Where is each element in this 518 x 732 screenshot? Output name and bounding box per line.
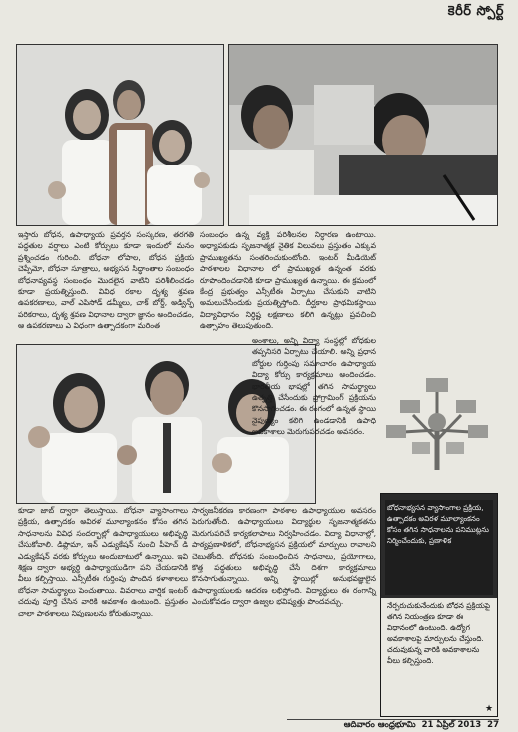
end-star-icon: ★ xyxy=(485,704,494,714)
photo-students-group xyxy=(16,44,224,226)
tree-books-icon xyxy=(378,370,496,475)
article-column-2: సంబంధం ఉన్న వ్యక్తి పరిశీలనల నిర్ధారణ ఉంటాయి. అధ్యాపకుడు సృజనాత్మక నైతిక విలువలు ప్రస్తుతం ఎక్కువ ప్రాముఖ్యతను సంతరించుకుంటోంది. ఇంటర్ మీడియెట్ పాఠశాలల విధానాల లో ప్రాముఖ్యత ఉన్నంత వరకు రూపొందించడానికి కూడా ప్రాముఖ్యత ఉన్నాయి. ఈ క్రమంలో కేంద్ర ప్రభుత్వం ఎన్సీటీఈ ఏర్పాటు చేసుకుని వాటిని అమలుచేసేందుకు ప్రయత్నిస్తోంది. దీర్ఘకాల ప్రాథమికస్థాయి విద్యావిధానం నిర్ధిష్ట లక్షణాలు కలిగి ఉన్నట్లు ప్రవచించి ఉత్సాహం తెలుపుతుంది. xyxy=(200,230,376,331)
footer-publication: ఆదివారం ఆంధ్రభూమి xyxy=(343,720,416,730)
highlight-box xyxy=(380,493,498,717)
photo-students-exam-image xyxy=(229,45,497,225)
footer-page-number: 27 xyxy=(487,720,499,730)
article-column-4: కూడా జాబ్ ద్వారా తెలుస్తాయి. బోధనా వ్యాసాంగాలు ప్రక్రియ, ఉత్పాదకం అవిరళ మూల్యాంకనం కోసం తగిన సాధనాలను వివిధ సందర్భాల్లో ఉపాధ్యాయులు అభివృద్ధి చేసుకోవాలి. డిప్లొమా, ఇన్ ఎడ్యుకేషన్ నుంచి పీహెచ్ డి ఎడ్యుకేషన్ వరకు కోర్సులు అందుబాటులో ఉన్నాయి. ఇవి శిక్షణ ద్వారా అభ్యర్థి ఉపాధ్యాయుడిగా పని చేయడానికి వీలు కల్పిస్తాయి. ఎన్సీటీఈ గుర్తింపు పొందిన కళాశాలలు బోధనా సామర్థ్యాలు పెంచుతాయి. వివరాలు వార్షిక ఇంటర్ చదువు పూర్తి చేసిన వారికి అవకాశం ఉంటుంది. ప్రస్తుతం చాలా పాఠశాలలు నిపుణులను కోరుతున్నాయి. xyxy=(18,506,188,618)
article-column-5: సార్వజనీకరణ కారణంగా పాఠశాల ఉపాధ్యాయుల అవసరం పెరుగుతోంది. ఉపాధ్యాయులు విద్యార్థుల సృజనాత్మకతను మెరుగుపరిచే కార్యకలాపాలు నిర్వహించడం. విద్యా విధానాల్లో, పాఠ్యప్రణాళికలో, బోధనాభ్యసన ప్రక్రియలో మార్పులు రావాలని చెబుతోంది. బోధనకు సంబంధించిన సాధనాలు, ప్రయోగాలు, కొత్త పద్ధతులు అభివృద్ధి చేసే దిశగా కార్యక్రమాలు కొనసాగుతున్నాయి. అన్ని స్థాయిల్లో అనుభవజ్ఞులైన ఉపాధ్యాయులకు ఆదరణ లభిస్తోంది. విద్యార్థులు ఈ రంగాన్ని ఎంచుకోవడం ద్వారా ఉజ్వల భవిష్యత్తు పొందవచ్చు. xyxy=(192,506,376,607)
tree-books-graphic xyxy=(378,370,496,475)
highlight-box-dark-text: బోధనాభ్యసన వ్యాసాంగాల ప్రక్రియ, ఉత్పాదకం అవిరళ మూల్యాంకనం కోసం తగిన సాధనాలను పనిముట్లను నిర్మించేందుకు, ప్రణాళిక xyxy=(385,500,493,595)
highlight-box-light-text: నేర్పరుచుకునేందుకు బోధన ప్రక్రియపై తగిన నియంత్రణ కూడా ఈ విధానంలో ఉంటుంది. ఉద్యోగ అవకాశాలపై మార్పులను చేస్తుంది. చదువుకున్న వారికి అవకాశాలను వీలు కల్పిస్తుంది. xyxy=(381,598,497,716)
footer-date: 21 ఏప్రిల్ 2013 xyxy=(421,720,482,730)
section-header: కెరీర్ స్పోర్ట్ xyxy=(447,4,504,19)
photo-students-group-image xyxy=(17,45,223,225)
photo-students-exam xyxy=(228,44,498,226)
article-column-1: ఇస్తారు బోధన, ఉపాధ్యాయ ప్రవర్తన సంస్కరణ, తరగతి పద్ధతుల వర్షాలు ఎంటి కోర్సులు కూడా ఇందులో మనం ప్రశ్నించడం గురించి. బోధనా లోపాల, బోధన ప్రక్రియ చెప్పేమో, బోధనా సూత్రాలు, అభ్యసన సిద్ధాంతాల సంబంధం బోధనావ్యవస్థ సంబంధం మొదలైన వాటిని పరిశీలించడం కూడా ప్రయత్నిస్తుంది. వివిధ రకాల దృశ్య శ్రవణ ఉపకరణాలు, వాల్ ఎపిసోడ్ డమ్మీలు, చాక్ బోర్డ్, అడ్విన్ఫ్ పరికరాలు, దృశ్య శ్రవణ విధానాల ద్వారా జ్ఞానం అందించడం, ఆ ఉపకరణాలు ఎ విధంగా ఉత్పాదకంగా మరింత xyxy=(18,230,194,331)
page-footer xyxy=(287,719,499,731)
article-column-3: అంశాలు, అన్ని విద్యా సంస్థల్లో బోధకుల తప్పనిసరి ఏర్పాటు చేయాలి. అన్ని ప్రధాన బోర్డుల గుర్తింపు సమాచారం ఉపాధ్యాయ విద్యా కోర్సు కార్యక్రమాలు అందించడం. భారతీయ భాషల్లో తగిన సామర్థ్యాలు ఉత్పత్తి చేసేందుకు ప్రోగ్రామింగ్ ప్రక్రియను కొనసాగించడం. ఈ రంగంలో ఉన్నత స్థాయి నైపుణ్యం కలిగి ఉండడానికి ఉపాధి అవకాశాలు మెరుగుపరచడం అవసరం. xyxy=(252,336,376,437)
